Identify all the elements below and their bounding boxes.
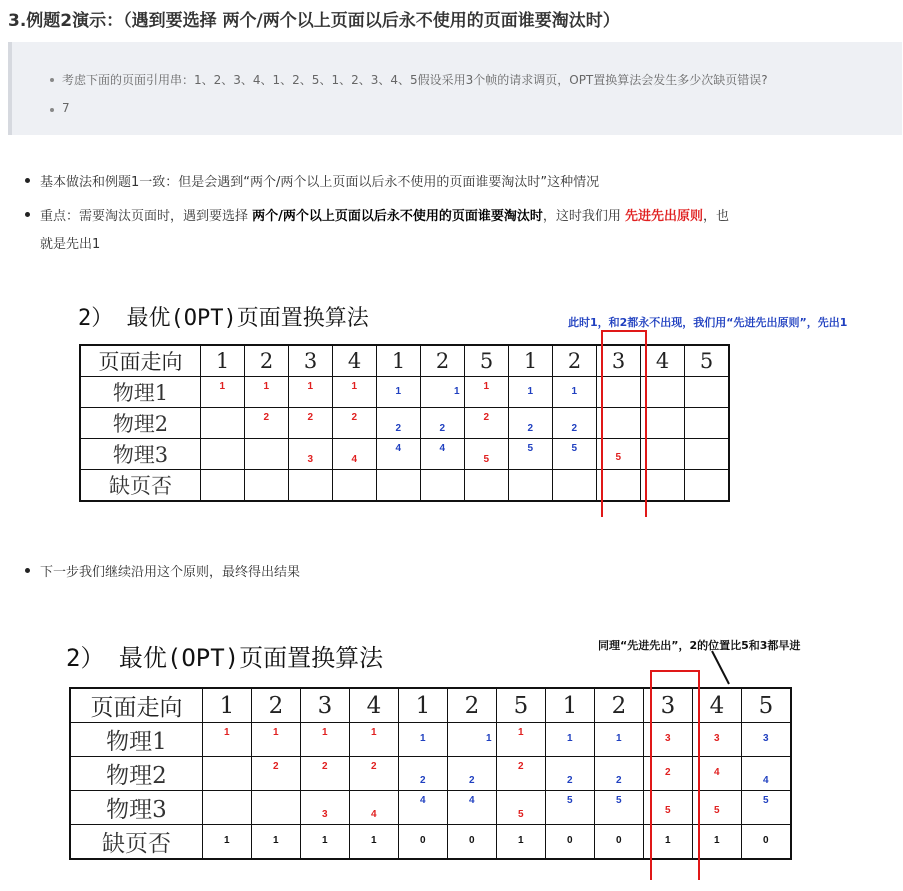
cell-value: 1	[518, 835, 524, 846]
table-cell	[641, 470, 685, 502]
cell-value: 5	[615, 451, 622, 463]
section-heading: 3.例题2演示：（遇到要选择 两个/两个以上页面以后永不使用的页面谁要淘汰时）	[8, 11, 620, 31]
table-cell	[333, 470, 377, 502]
cell-value: 1	[454, 385, 460, 397]
table-cell	[421, 377, 465, 408]
table-cell	[685, 408, 730, 439]
table-cell	[399, 723, 448, 757]
cell-value: 4	[371, 809, 377, 820]
table-cell	[245, 439, 289, 470]
bullet-dot	[25, 178, 30, 183]
table-cell	[448, 825, 497, 860]
cell-value: 2	[351, 412, 358, 423]
header-label: 页面走向	[80, 345, 201, 377]
cell-value: 5	[518, 809, 524, 820]
table-cell	[553, 408, 597, 439]
cell-value: 5	[714, 805, 720, 816]
cell-value: 0	[567, 835, 573, 846]
table-cell	[245, 377, 289, 408]
answer-text: 7	[62, 101, 70, 115]
cell-value: 1	[322, 727, 328, 738]
table-cell	[685, 470, 730, 502]
figure1-title: 2） 最优(OPT)页面置换算法	[78, 306, 369, 331]
cell-value: 5	[483, 454, 490, 465]
table-cell	[289, 377, 333, 408]
cell-value: 2	[273, 761, 279, 772]
cell-value: 1	[224, 835, 230, 846]
table-cell	[509, 377, 553, 408]
table-cell	[350, 825, 399, 860]
cell-value: 1	[567, 733, 573, 744]
frame-label: 物理1	[80, 377, 201, 408]
table-cell	[252, 757, 301, 791]
table-cell	[595, 825, 644, 860]
table-cell	[597, 377, 641, 408]
bullet-next-step: 下一步我们继续沿用这个原则，最终得出结果	[40, 565, 301, 580]
table-cell	[742, 825, 792, 860]
table-cell	[301, 825, 350, 860]
cell-value: 4	[395, 443, 402, 454]
page-reference: 2	[595, 688, 644, 723]
table-cell	[421, 470, 465, 502]
table-cell	[377, 377, 421, 408]
table-cell	[301, 791, 350, 825]
table-cell	[641, 439, 685, 470]
table-cell	[546, 825, 595, 860]
cell-value: 0	[616, 835, 622, 846]
cell-value: 1	[571, 385, 578, 397]
table-cell	[497, 825, 546, 860]
table-cell	[252, 723, 301, 757]
figure1-highlight	[601, 330, 603, 517]
figure2-annotation: 同理“先进先出”，2的位置比5和3都早进	[598, 639, 801, 652]
table-cell	[399, 825, 448, 860]
figure1-highlight	[601, 330, 647, 332]
table-cell	[742, 791, 792, 825]
figure2-table	[69, 687, 792, 860]
cell-value: 1	[420, 733, 426, 744]
cell-value: 4	[420, 795, 426, 806]
table-cell	[641, 377, 685, 408]
cell-value: 4	[714, 767, 720, 778]
page-reference: 5	[497, 688, 546, 723]
cell-value: 5	[567, 795, 573, 806]
figure1-annotation: 此时1，和2都永不出现，我们用“先进先出原则”，先出1	[568, 316, 848, 329]
table-cell	[497, 757, 546, 791]
table-cell	[448, 757, 497, 791]
header-label: 页面走向	[70, 688, 203, 723]
cell-value: 2	[518, 761, 524, 772]
cell-value: 2	[263, 412, 270, 423]
cell-value: 3	[665, 733, 671, 744]
table-cell	[350, 723, 399, 757]
key-point-post: ，也	[703, 209, 730, 224]
page-reference: 4	[693, 688, 742, 723]
cell-value: 2	[665, 767, 671, 778]
table-cell	[377, 439, 421, 470]
bullet-dot	[25, 568, 30, 573]
cell-value: 1	[486, 733, 492, 744]
page-reference: 3	[644, 688, 693, 723]
table-cell	[509, 470, 553, 502]
table-cell	[301, 723, 350, 757]
table-cell	[399, 757, 448, 791]
cell-value: 2	[439, 423, 446, 434]
figure2-highlight	[650, 670, 700, 672]
table-cell	[350, 757, 399, 791]
page-reference: 5	[465, 345, 509, 377]
table-cell	[497, 791, 546, 825]
cell-value: 3	[322, 809, 328, 820]
figure2-title: 2） 最优(OPT)页面置换算法	[66, 644, 384, 672]
page-reference: 2	[245, 345, 289, 377]
page-reference: 1	[377, 345, 421, 377]
page-reference: 2	[553, 345, 597, 377]
cell-value: 3	[307, 454, 314, 465]
cell-value: 2	[395, 423, 402, 434]
table-cell	[421, 439, 465, 470]
table-cell	[201, 408, 245, 439]
cell-value: 2	[483, 412, 490, 423]
table-cell	[252, 825, 301, 860]
table-cell	[203, 757, 252, 791]
cell-value: 2	[322, 761, 328, 772]
table-cell	[448, 791, 497, 825]
cell-value: 2	[567, 775, 573, 786]
cell-value: 1	[527, 385, 534, 397]
cell-value: 1	[395, 385, 402, 397]
table-cell	[201, 439, 245, 470]
cell-value: 1	[616, 733, 622, 744]
page-reference: 1	[203, 688, 252, 723]
table-cell	[252, 791, 301, 825]
table-cell	[641, 408, 685, 439]
table-cell	[289, 408, 333, 439]
table-cell	[597, 408, 641, 439]
page-reference: 4	[333, 345, 377, 377]
annotation-arrow	[700, 648, 740, 688]
cell-value: 1	[219, 381, 226, 392]
table-cell	[509, 439, 553, 470]
table-cell	[333, 377, 377, 408]
table-cell	[546, 723, 595, 757]
table-cell	[350, 791, 399, 825]
cell-value: 1	[714, 835, 720, 846]
bullet-dot	[50, 108, 54, 112]
cell-value: 2	[307, 412, 314, 423]
table-cell	[595, 723, 644, 757]
table-cell	[201, 470, 245, 502]
cell-value: 1	[371, 835, 377, 846]
bullet-dot	[50, 78, 54, 82]
figure2-highlight	[650, 670, 652, 880]
key-point-pre: 重点：需要淘汰页面时，遇到要选择	[40, 209, 253, 224]
page-reference: 3	[289, 345, 333, 377]
table-cell	[509, 408, 553, 439]
table-cell	[245, 470, 289, 502]
table-cell	[742, 757, 792, 791]
cell-value: 0	[469, 835, 475, 846]
cell-value: 2	[469, 775, 475, 786]
cell-value: 0	[763, 835, 769, 846]
table-cell	[597, 439, 641, 470]
question-text: 考虑下面的页面引用串：1、2、3、4、1、2、5、1、2、3、4、5假设采用3个帧的请求调页，OPT置换算法会发生多少次缺页错误?	[62, 73, 768, 87]
cell-value: 2	[420, 775, 426, 786]
cell-value: 2	[571, 423, 578, 434]
table-cell	[465, 377, 509, 408]
bullet-basic-method: 基本做法和例题1一致：但是会遇到“两个/两个以上页面以后永不使用的页面谁要淘汰时”这种情况	[40, 175, 600, 190]
table-cell	[497, 723, 546, 757]
cell-value: 0	[420, 835, 426, 846]
cell-value: 1	[263, 381, 270, 392]
key-point-mid: ，这时我们用	[542, 209, 626, 224]
cell-value: 5	[571, 443, 578, 454]
cell-value: 2	[371, 761, 377, 772]
cell-value: 5	[527, 443, 534, 454]
table-cell	[465, 408, 509, 439]
page-reference: 2	[421, 345, 465, 377]
table-cell	[448, 723, 497, 757]
table-cell	[595, 757, 644, 791]
table-cell	[301, 757, 350, 791]
table-cell	[377, 470, 421, 502]
cell-value: 1	[273, 727, 279, 738]
cell-value: 4	[763, 775, 769, 786]
table-cell	[399, 791, 448, 825]
bullet-key-point-cont: 就是先出1	[40, 237, 101, 252]
page-reference: 3	[597, 345, 641, 377]
bullet-dot	[25, 212, 30, 217]
table-cell	[597, 470, 641, 502]
table-cell	[421, 408, 465, 439]
cell-value: 1	[518, 727, 524, 738]
page-reference: 1	[201, 345, 245, 377]
page-reference: 5	[685, 345, 730, 377]
frame-label: 物理2	[80, 408, 201, 439]
bullet-key-point	[40, 205, 729, 224]
cell-value: 2	[527, 423, 534, 434]
page-reference: 3	[301, 688, 350, 723]
cell-value: 4	[469, 795, 475, 806]
page-reference: 1	[399, 688, 448, 723]
table-cell	[685, 377, 730, 408]
frame-label: 物理3	[80, 439, 201, 470]
table-cell	[553, 470, 597, 502]
table-cell	[333, 408, 377, 439]
page-fault-label: 缺页否	[70, 825, 203, 860]
table-cell	[546, 791, 595, 825]
cell-value: 4	[439, 443, 446, 454]
table-cell	[742, 723, 792, 757]
page-reference: 4	[641, 345, 685, 377]
page-reference: 2	[252, 688, 301, 723]
cell-value: 3	[714, 733, 720, 744]
table-cell	[289, 470, 333, 502]
table-cell	[553, 377, 597, 408]
fifo-principle: 先进先出原则	[625, 209, 704, 224]
table-cell	[203, 825, 252, 860]
table-cell	[465, 470, 509, 502]
frame-label: 物理1	[70, 723, 203, 757]
cell-value: 1	[351, 381, 358, 392]
table-cell	[595, 791, 644, 825]
table-cell	[203, 791, 252, 825]
cell-value: 1	[273, 835, 279, 846]
table-cell	[289, 439, 333, 470]
cell-value: 1	[322, 835, 328, 846]
cell-value: 1	[224, 727, 230, 738]
cell-value: 3	[763, 733, 769, 744]
table-cell	[465, 439, 509, 470]
table-cell	[685, 439, 730, 470]
cell-value: 2	[616, 775, 622, 786]
table-cell	[245, 408, 289, 439]
page-reference: 5	[742, 688, 792, 723]
key-point-bold: 两个/两个以上页面以后永不使用的页面谁要淘汰时	[252, 209, 543, 224]
table-cell	[546, 757, 595, 791]
table-cell	[201, 377, 245, 408]
page-fault-label: 缺页否	[80, 470, 201, 502]
figure2-highlight	[698, 670, 700, 880]
page-reference: 4	[350, 688, 399, 723]
page-reference: 1	[546, 688, 595, 723]
frame-label: 物理3	[70, 791, 203, 825]
frame-label: 物理2	[70, 757, 203, 791]
cell-value: 1	[307, 381, 314, 392]
cell-value: 1	[665, 835, 671, 846]
cell-value: 5	[763, 795, 769, 806]
cell-value: 1	[371, 727, 377, 738]
cell-value: 5	[665, 805, 671, 816]
cell-value: 5	[616, 795, 622, 806]
question-quote	[8, 42, 902, 135]
table-cell	[203, 723, 252, 757]
cell-value: 1	[483, 381, 490, 392]
table-cell	[377, 408, 421, 439]
figure1-highlight	[645, 330, 647, 517]
table-cell	[333, 439, 377, 470]
page-reference: 1	[509, 345, 553, 377]
page-reference: 2	[448, 688, 497, 723]
cell-value: 4	[351, 454, 358, 465]
table-cell	[553, 439, 597, 470]
figure1-table	[79, 344, 730, 502]
